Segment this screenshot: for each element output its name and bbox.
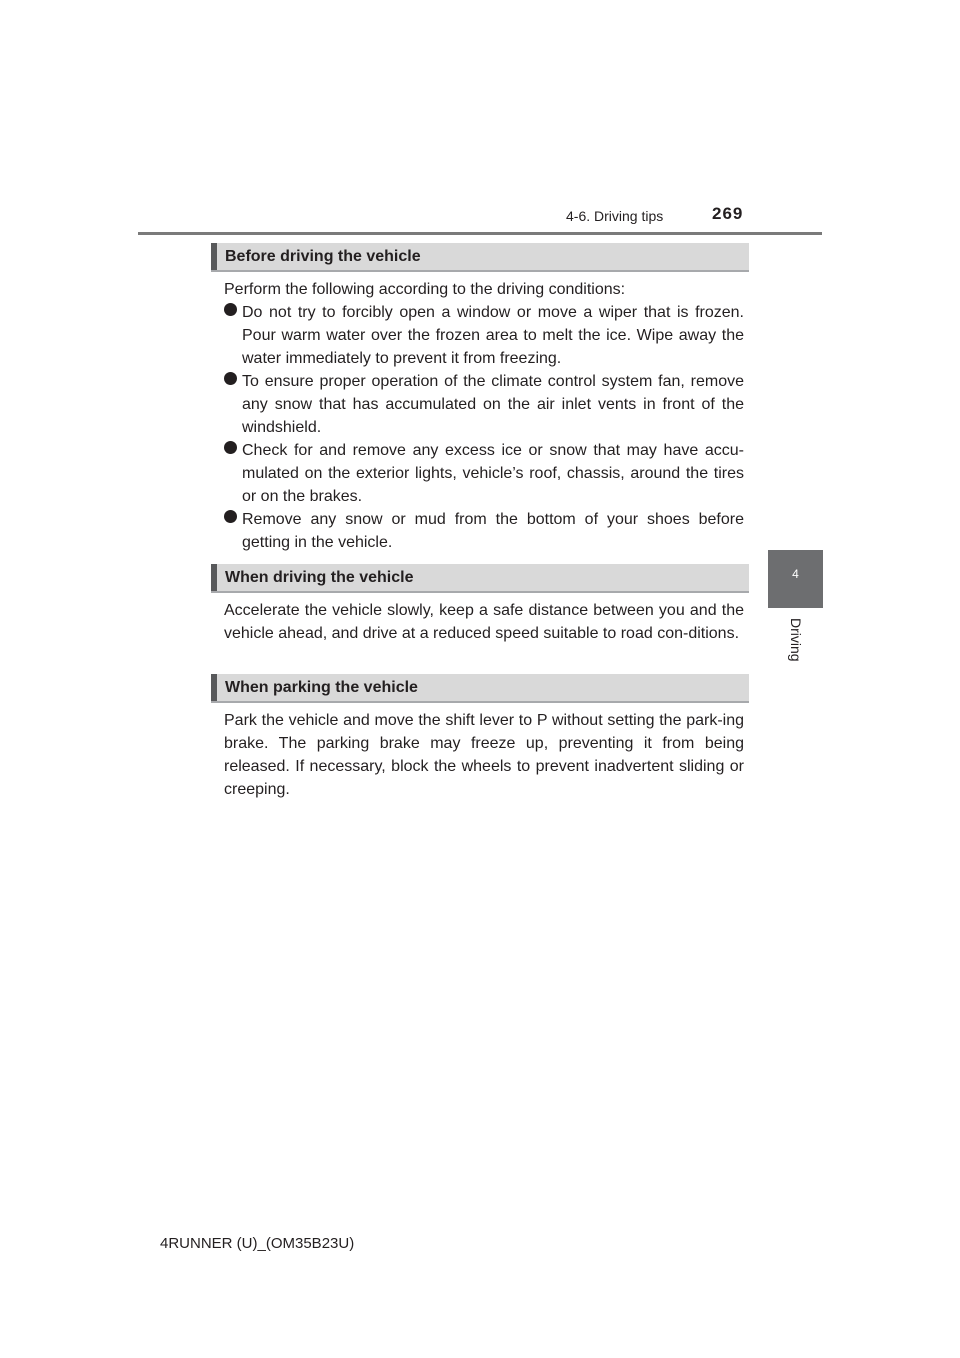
section-heading-before-driving bbox=[211, 243, 749, 272]
header-section-title: 4-6. Driving tips bbox=[566, 208, 664, 224]
section-heading-text: When driving the vehicle bbox=[225, 569, 414, 586]
header-divider bbox=[138, 232, 822, 235]
list-item-text: Remove any snow or mud from the bottom of your shoes before getting in the vehicle. bbox=[242, 511, 744, 551]
chapter-tab-label: Driving bbox=[788, 618, 804, 662]
section-body: Accelerate the vehicle slowly, keep a safe distance between you and the vehicle ahead, and drive at a reduced speed suitable to road con-ditions. bbox=[224, 602, 744, 642]
section-heading-text: When parking the vehicle bbox=[225, 679, 418, 696]
list-item bbox=[224, 370, 744, 439]
list-item-text: Do not try to forcibly open a window or move a wiper that is frozen. Pour warm water over the frozen area to melt the ice. Wipe away the water immediately to prevent it from freezing. bbox=[242, 304, 744, 367]
list-item bbox=[224, 508, 744, 554]
list-item-text: Check for and remove any excess ice or snow that may have accu-mulated on the exterior lights, vehicle’s roof, chassis, around the tires or on the brakes. bbox=[242, 442, 744, 505]
section-intro: Perform the following according to the driving conditions: bbox=[224, 281, 626, 298]
bullet-list bbox=[224, 301, 744, 554]
list-item-text: To ensure proper operation of the climate control system fan, remove any snow that has accumulated on the air inlet vents in front of the windshield. bbox=[242, 373, 744, 436]
page-number: 269 bbox=[712, 204, 744, 223]
bullet-icon bbox=[224, 510, 237, 523]
chapter-tab-number: 4 bbox=[792, 567, 799, 581]
section-heading-text: Before driving the vehicle bbox=[225, 248, 421, 265]
list-item bbox=[224, 439, 744, 508]
section-heading-when-parking bbox=[211, 674, 749, 703]
section-heading-when-driving bbox=[211, 564, 749, 593]
bullet-icon bbox=[224, 441, 237, 454]
section-body: Park the vehicle and move the shift lever to P without setting the park-ing brake. The parking brake may freeze up, preventing it from being released. If necessary, block the wheels to prevent inadvertent sliding or creeping. bbox=[224, 712, 744, 798]
bullet-icon bbox=[224, 303, 237, 316]
bullet-icon bbox=[224, 372, 237, 385]
chapter-tab bbox=[768, 550, 823, 608]
footer-model-code: 4RUNNER (U)_(OM35B23U) bbox=[160, 1235, 355, 1252]
list-item bbox=[224, 301, 744, 370]
